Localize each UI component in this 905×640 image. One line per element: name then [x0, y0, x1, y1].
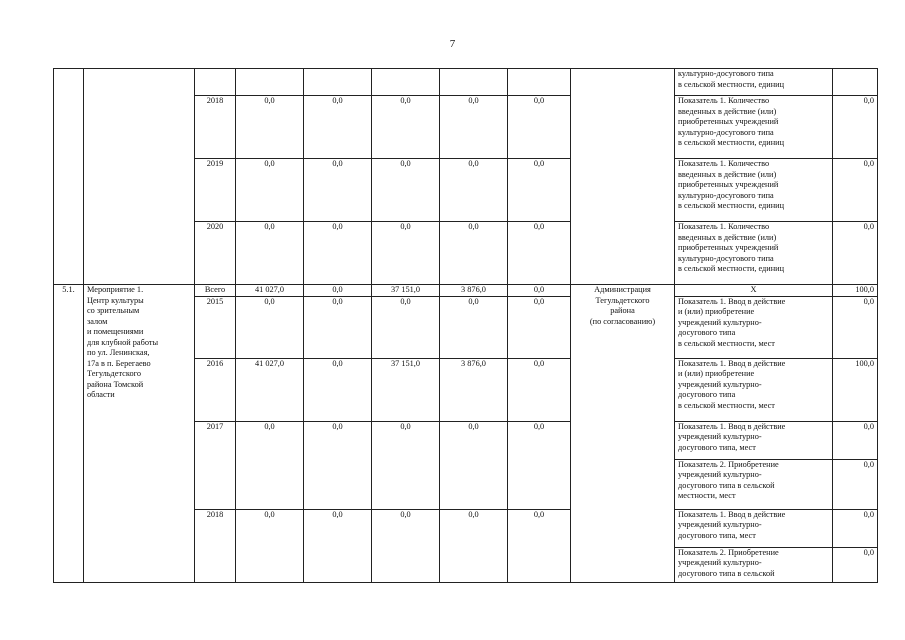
empty-cell	[440, 69, 508, 96]
indicator-name-cell: Показатель 1. Количество введенных в действие (или) приобретенных учреждений культурно-досугового типа в сельской местности, единиц	[675, 222, 833, 285]
value-regional: 37 151,0	[372, 285, 440, 297]
year-cell: 2018	[195, 509, 236, 582]
indicator-name-cell: Х	[675, 285, 833, 297]
value-local: 0,0	[440, 222, 508, 285]
table-row	[54, 285, 878, 297]
empty-cell	[304, 69, 372, 96]
indicator-name-cell: Показатель 2. Приобретение учреждений культурно- досугового типа в сельской местности, мест	[675, 459, 833, 509]
value-total: 0,0	[236, 421, 304, 509]
empty-cell	[372, 69, 440, 96]
indicator-name-cell: Показатель 1. Количество введенных в действие (или) приобретенных учреждений культурно-досугового типа в сельской местности, единиц	[675, 96, 833, 159]
indicator-value-cell: 100,0	[833, 358, 878, 421]
indicator-name-cell: Показатель 2. Приобретение учреждений культурно- досугового типа в сельской	[675, 547, 833, 582]
program-measures-table	[53, 68, 878, 583]
indicator-value-cell	[833, 69, 878, 96]
indicator-value-cell: 0,0	[833, 96, 878, 159]
indicator-name-cell: культурно-досугового типа в сельской местности, единиц	[675, 69, 833, 96]
year-cell: 2016	[195, 358, 236, 421]
value-other: 0,0	[508, 296, 571, 358]
year-cell: 2017	[195, 421, 236, 509]
indicator-value-cell: 100,0	[833, 285, 878, 297]
indicator-name-cell: Показатель 1. Ввод в действие учреждений культурно- досугового типа, мест	[675, 421, 833, 459]
value-total: 0,0	[236, 159, 304, 222]
number-cell	[54, 69, 84, 285]
value-total: 0,0	[236, 509, 304, 582]
value-other: 0,0	[508, 159, 571, 222]
indicator-value-cell: 0,0	[833, 547, 878, 582]
value-regional: 0,0	[372, 222, 440, 285]
year-cell: 2019	[195, 159, 236, 222]
value-regional: 0,0	[372, 96, 440, 159]
measure-number-cell: 5.1.	[54, 285, 84, 583]
value-other: 0,0	[508, 96, 571, 159]
year-cell: 2020	[195, 222, 236, 285]
value-local: 3 876,0	[440, 358, 508, 421]
indicator-name-cell: Показатель 1. Количество введенных в действие (или) приобретенных учреждений культурно-досугового типа в сельской местности, единиц	[675, 159, 833, 222]
indicator-name-cell: Показатель 1. Ввод в действие и (или) приобретение учреждений культурно- досугового типа в сельской местности, мест	[675, 296, 833, 358]
value-federal: 0,0	[304, 96, 372, 159]
indicator-value-cell: 0,0	[833, 459, 878, 509]
value-total: 0,0	[236, 296, 304, 358]
value-local: 0,0	[440, 96, 508, 159]
value-regional: 0,0	[372, 421, 440, 509]
value-federal: 0,0	[304, 509, 372, 582]
value-federal: 0,0	[304, 285, 372, 297]
table-body	[54, 69, 878, 583]
indicator-value-cell: 0,0	[833, 296, 878, 358]
value-other: 0,0	[508, 421, 571, 509]
executor-cell: Администрация Тегульдетского района (по согласованию)	[571, 285, 675, 583]
empty-cell	[195, 69, 236, 96]
value-local: 0,0	[440, 509, 508, 582]
value-other: 0,0	[508, 358, 571, 421]
indicator-name-cell: Показатель 1. Ввод в действие учреждений культурно- досугового типа, мест	[675, 509, 833, 547]
value-total: 0,0	[236, 96, 304, 159]
value-total: 41 027,0	[236, 285, 304, 297]
measure-name-cell	[84, 69, 195, 285]
value-local: 0,0	[440, 421, 508, 509]
value-other: 0,0	[508, 285, 571, 297]
year-cell: 2015	[195, 296, 236, 358]
value-federal: 0,0	[304, 159, 372, 222]
value-other: 0,0	[508, 222, 571, 285]
value-local: 0,0	[440, 296, 508, 358]
value-federal: 0,0	[304, 296, 372, 358]
executor-cell	[571, 69, 675, 285]
indicator-value-cell: 0,0	[833, 509, 878, 547]
measure-name-cell: Мероприятие 1. Центр культуры со зрительным залом и помещениями для клубной работы по ул. Ленинская, 17а в п. Берегаево Тегульдетского района Томской области	[84, 285, 195, 583]
value-regional: 0,0	[372, 159, 440, 222]
value-regional: 37 151,0	[372, 358, 440, 421]
empty-cell	[508, 69, 571, 96]
value-regional: 0,0	[372, 296, 440, 358]
table-row	[54, 69, 878, 96]
empty-cell	[236, 69, 304, 96]
indicator-name-cell: Показатель 1. Ввод в действие и (или) приобретение учреждений культурно- досугового типа в сельской местности, мест	[675, 358, 833, 421]
indicator-value-cell: 0,0	[833, 421, 878, 459]
value-total: 41 027,0	[236, 358, 304, 421]
year-cell: 2018	[195, 96, 236, 159]
value-regional: 0,0	[372, 509, 440, 582]
value-federal: 0,0	[304, 358, 372, 421]
page-number: 7	[449, 38, 456, 50]
value-other: 0,0	[508, 509, 571, 582]
value-total: 0,0	[236, 222, 304, 285]
value-federal: 0,0	[304, 222, 372, 285]
indicator-value-cell: 0,0	[833, 159, 878, 222]
value-local: 3 876,0	[440, 285, 508, 297]
year-cell: Всего	[195, 285, 236, 297]
indicator-value-cell: 0,0	[833, 222, 878, 285]
value-federal: 0,0	[304, 421, 372, 509]
value-local: 0,0	[440, 159, 508, 222]
